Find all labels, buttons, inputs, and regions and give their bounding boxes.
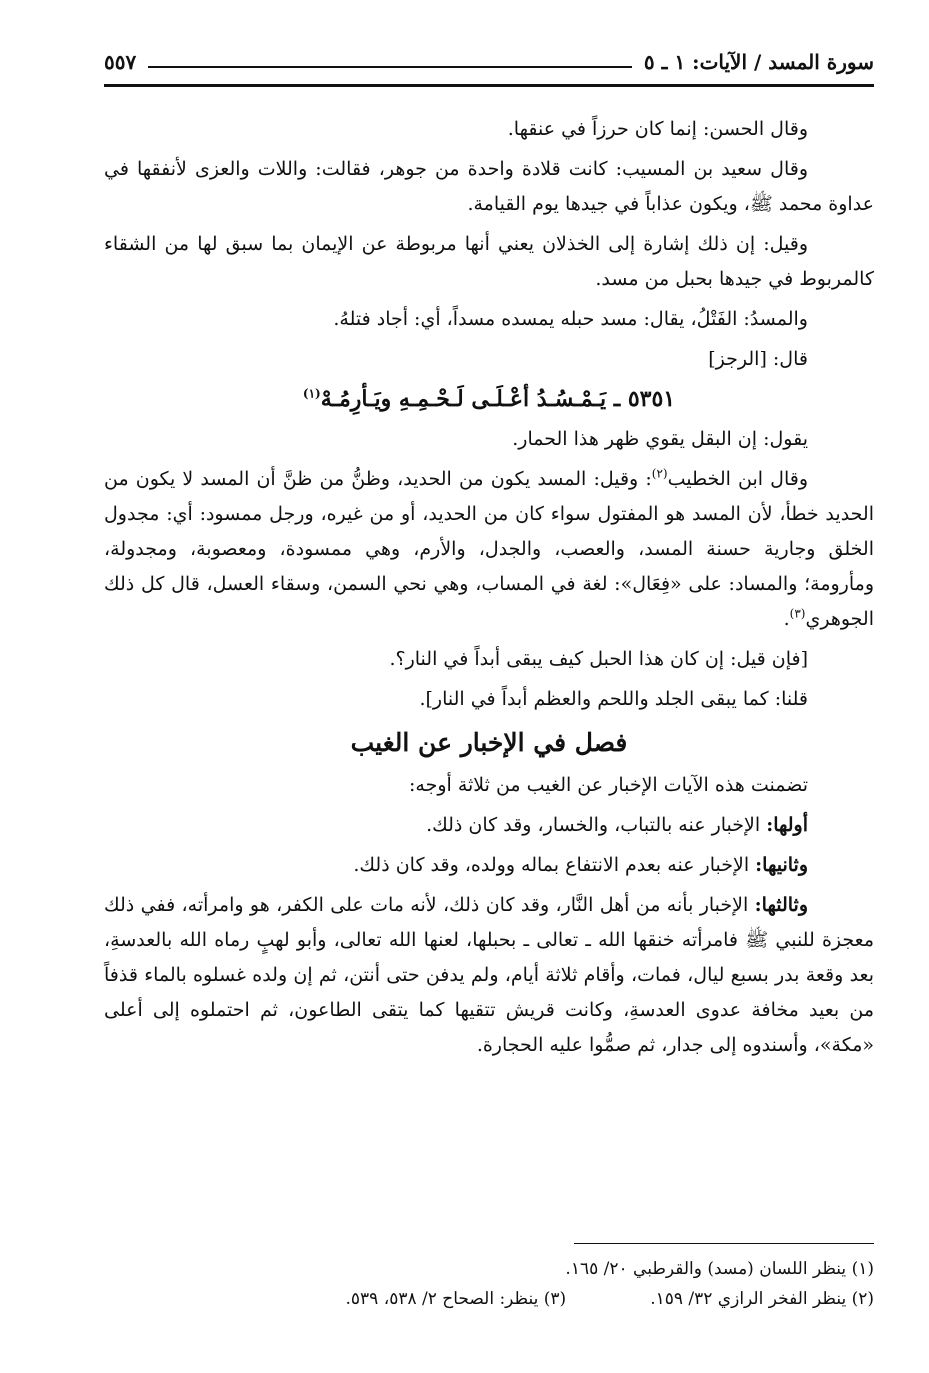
text-run: . (783, 608, 790, 630)
text-run: الإخبار بأنه من أهل النَّار، وقد كان ذلك، لأنه مات على الكفر، هو وامرأته، ففي ذلك معجزة للنبي ﷺ فامرأته خنقها الله ـ تعالى ـ بحبلها، لعنها الله تعالى، وأبو لهبٍ رماه الله بالعدسةِ، بعد وقعة بدر بسبع ليال، فمات، وأقام ثلاثة أيام، ولم يدفن حتى أنتن، ثم إن ولده غسلوه بالماء قذفاً من بعيد مخافة عدوى العدسةِ، وكانت قريش تتقيها كما يتقى الطاعون، ثم احتملوه إلى أعلى «مكة»، وأسندوه إلى جدار، ثم صمُّوا عليه الحجارة. (104, 894, 875, 1056)
paragraph: وقال سعيد بن المسيب: كانت قلادة واحدة من جوهر، فقالت: واللات والعزى لأنفقها في عداوة محمد ﷺ، ويكون عذاباً في جيدها يوم القيامة. (104, 158, 874, 215)
paragraph (104, 888, 874, 1063)
section-heading: فصل في الإخبار عن الغيب (350, 728, 628, 757)
paragraph: والمسدُ: الفَتْلُ، يقال: مسد حبله يمسده مسداً، أي: أجاد فتلهُ. (333, 308, 808, 330)
paragraph: [فإن قيل: إن كان هذا الحبل كيف يبقى أبداً في النار؟. (389, 648, 808, 670)
page-body (104, 112, 874, 1068)
footnote-ref: (١) (302, 386, 321, 401)
footnote: (٣) ينظر: الصحاح ٢/ ٥٣٨، ٥٣٩. (345, 1289, 567, 1309)
paragraph: تضمنت هذه الآيات الإخبار عن الغيب من ثلاثة أوجه: (409, 774, 808, 796)
header-rule (104, 84, 874, 87)
page-number: ٥٥٧ (104, 50, 137, 74)
paragraph (104, 462, 874, 637)
point-label: أولها: (766, 814, 808, 836)
paragraph: وقال الحسن: إنما كان حرزاً في عنقها. (507, 118, 808, 140)
paragraph: يقول: إن البقل يقوي ظهر هذا الحمار. (512, 428, 808, 450)
point-label: وثالثها: (754, 894, 808, 916)
running-header (104, 44, 874, 74)
footnote: (١) ينظر اللسان (مسد) والقرطبي ٢٠/ ١٦٥. (565, 1259, 874, 1279)
paragraph: وقيل: إن ذلك إشارة إلى الخذلان يعني أنها مربوطة عن الإيمان بما سبق لها من الشقاء كالمربوط في جيدها بحبل من مسد. (104, 233, 874, 290)
paragraph: قال: [الرجز] (708, 348, 808, 370)
verse-text: ٥٣٥١ ـ يَـمْـسُـدُ أعْـلَـى لَـحْـمِـهِ ويَـأرِمُـهْ (320, 386, 676, 412)
text-run: الإخبار عنه بعدم الانتفاع بماله وولده، وقد كان ذلك. (353, 854, 756, 876)
header-line (148, 66, 632, 68)
footnote-rule (574, 1243, 874, 1244)
poetry-verse (104, 382, 874, 417)
chapter-title: سورة المسد / الآيات: ١ ـ ٥ (643, 50, 874, 74)
text-run: الإخبار عنه بالتباب، والخسار، وقد كان ذلك. (426, 814, 767, 836)
text-run: وقال ابن الخطيب (667, 468, 808, 490)
paragraph (104, 848, 874, 883)
footnote-ref: (٣) (789, 606, 806, 621)
footnote: (٢) ينظر الفخر الرازي ٣٢/ ١٥٩. (650, 1289, 874, 1309)
point-label: وثانيها: (755, 854, 808, 876)
footnote-row (104, 1284, 874, 1314)
text-run: : وقيل: المسد يكون من الحديد، وظنُّ من ظنَّ أن المسد لا يكون من الحديد خطأ، لأن المسد هو المفتول سواء كان من الحديد، أو من غيره، ورجل ممسود: أي: مجدول الخلق وجارية حسنة المسد، والعصب، والجدل، والأرم، وهي ممسودة، ومعصوبة، ومجدولة، ومأرومة؛ والمساد: على «فِعَال»: لغة في المساب، وهي نحي السمن، وسقاء العسل، قال كل ذلك الجوهري (104, 468, 874, 630)
paragraph: قلنا: كما يبقى الجلد واللحم والعظم أبداً في النار]. (419, 688, 808, 710)
footnote-ref: (٢) (651, 466, 668, 481)
paragraph (104, 808, 874, 843)
footnotes (104, 1254, 874, 1314)
